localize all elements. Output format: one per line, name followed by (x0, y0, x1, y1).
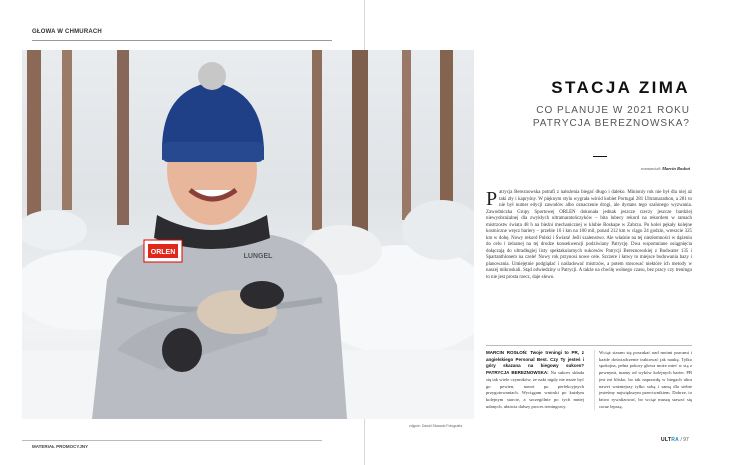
byline-author: Marcin Rosłoń (662, 166, 690, 171)
byline-prefix: rozmawiał: (640, 166, 661, 171)
logo-part-a: ULT (661, 437, 672, 443)
subtitle-line-1: CO PLANUJE W 2021 ROKU (536, 105, 690, 116)
article-subtitle (486, 104, 690, 130)
footer-label: MATERIAŁ PROMOCYJNY (32, 444, 89, 449)
interview-answer-label: PATRYCJA BEREZNOWSKA: (486, 370, 549, 376)
winter-portrait-illustration (22, 50, 474, 419)
interview-column-1 (486, 350, 584, 410)
section-label: GŁOWA W CHMURACH (32, 29, 102, 35)
columns-rule (486, 345, 692, 346)
magazine-logo (661, 437, 682, 443)
footer-rule (22, 440, 322, 441)
interview-answer: Na sukces składa się tak wiele czynników, że nakt nigdy nie może być go pewien, nawet po perfekcyjnych przygotowaniach. Wyciągam wnioski po każdym kolejnym starcie, a szczególnie po tych mniej udanych, ułatwia dalszy proces treningowy. (486, 370, 585, 409)
intro-text: atrycja Bereznowska potrafi z nałożenia biegać długo i daleko. Minioniy rok nie był dla niej aż taki zły i kapryśny. W pięknym stylu wygrała wśród kobiet Portugal 281 Ultramarathon, a 281 to nie był numer edycji zawodów albo oznaczenie drogi, ale dystans tego szalonego wyzwania. Zawodniczka Grupy Sportowej ORLEN dokonała jednak jeszcze rzeczy jeszcze bardziej niewyobrażalnej dla zwykłych ultramaratończyków – bita lubecy rekord na rekordem w ramach mistrzostw świata 48 h na bieżni mechanicznej w klubie Roskape w Zabrzu. Po kolei pękały kolejne kosmiczne wręcz bariery – przebie 16 i km na 100 mil, ponad 212 km w ciągu 24 godzin, wreszcie 325 km w dobę. Nowy rekord Polski i Świata! Jeśli szalenstwo. Ale właśnie na tej niezłomności w dążeniu do celu i żelaznej na tej drodze konsekwencji podziwiany Patrycję. Dwa wspomniane osiągnięcia dołączają do ultradługiej listy spektakularnych sukcesów Patrycji Bereznowskiej z Budwater 135 i Spartanthlonem na czele! Nowy rok przynosi nowe cele. Szczere i łatwy to miejsce budowania bazy i planowania. Umiejętnie podglądać i naśladować mistrzów, a potem stosować niektóre ich metody w naszej mikroskali. Stąd odwiedziny u Patrycji. A także na chwilę wolnego czasu, bez pracy czy treningu to nie jest prosta rzecz, daje słowo. (486, 190, 692, 280)
folio-separator: / (680, 437, 682, 443)
sweater-logo-text: LUNGEL (243, 253, 273, 260)
article-intro (486, 190, 692, 281)
orlen-badge-text: ORLEN (150, 249, 176, 256)
intro-dropcap: P (486, 188, 498, 210)
byline (486, 166, 690, 171)
subtitle-line-2: PATRYCJA BEREZNOWSKA? (532, 118, 690, 129)
title-divider (593, 156, 607, 157)
section-rule (32, 40, 332, 41)
photo-credit: zdjęcie: Dawid Skawski Fotografia (409, 424, 463, 428)
page-folio (661, 437, 689, 443)
portrait-photo (22, 50, 474, 419)
page-number: 97 (683, 437, 689, 443)
interview-column-2 (594, 350, 692, 410)
article-title: STACJA ZIMA (551, 78, 690, 97)
interview-column-2-text: Wciąż staram się poszukać nad moimi pracami i każde doświadczenie traktować jak naukę. Tylko spokojna, pełna pokory głowa może mieć w sią z pewnymi, mamy od wyków kolejnych barier. PB jest mi blisko, bo tak naprawdę w biegach ultra nawet ważniejszy tylko sobą i samą dla siebie jesteśmy największym przeciwnikiem. Dobrze, to łatwo rywalizować, bo wciąż muszę stawać się coraz lepszą. (599, 350, 692, 409)
logo-part-b: RA (671, 437, 680, 443)
interview-question: MARCIN ROSŁOŃ: Twoje treningi to PR, z angielskiego Personal Best. Czy Ty jesteś i góry skazana na biegowy sukces? (486, 350, 584, 369)
